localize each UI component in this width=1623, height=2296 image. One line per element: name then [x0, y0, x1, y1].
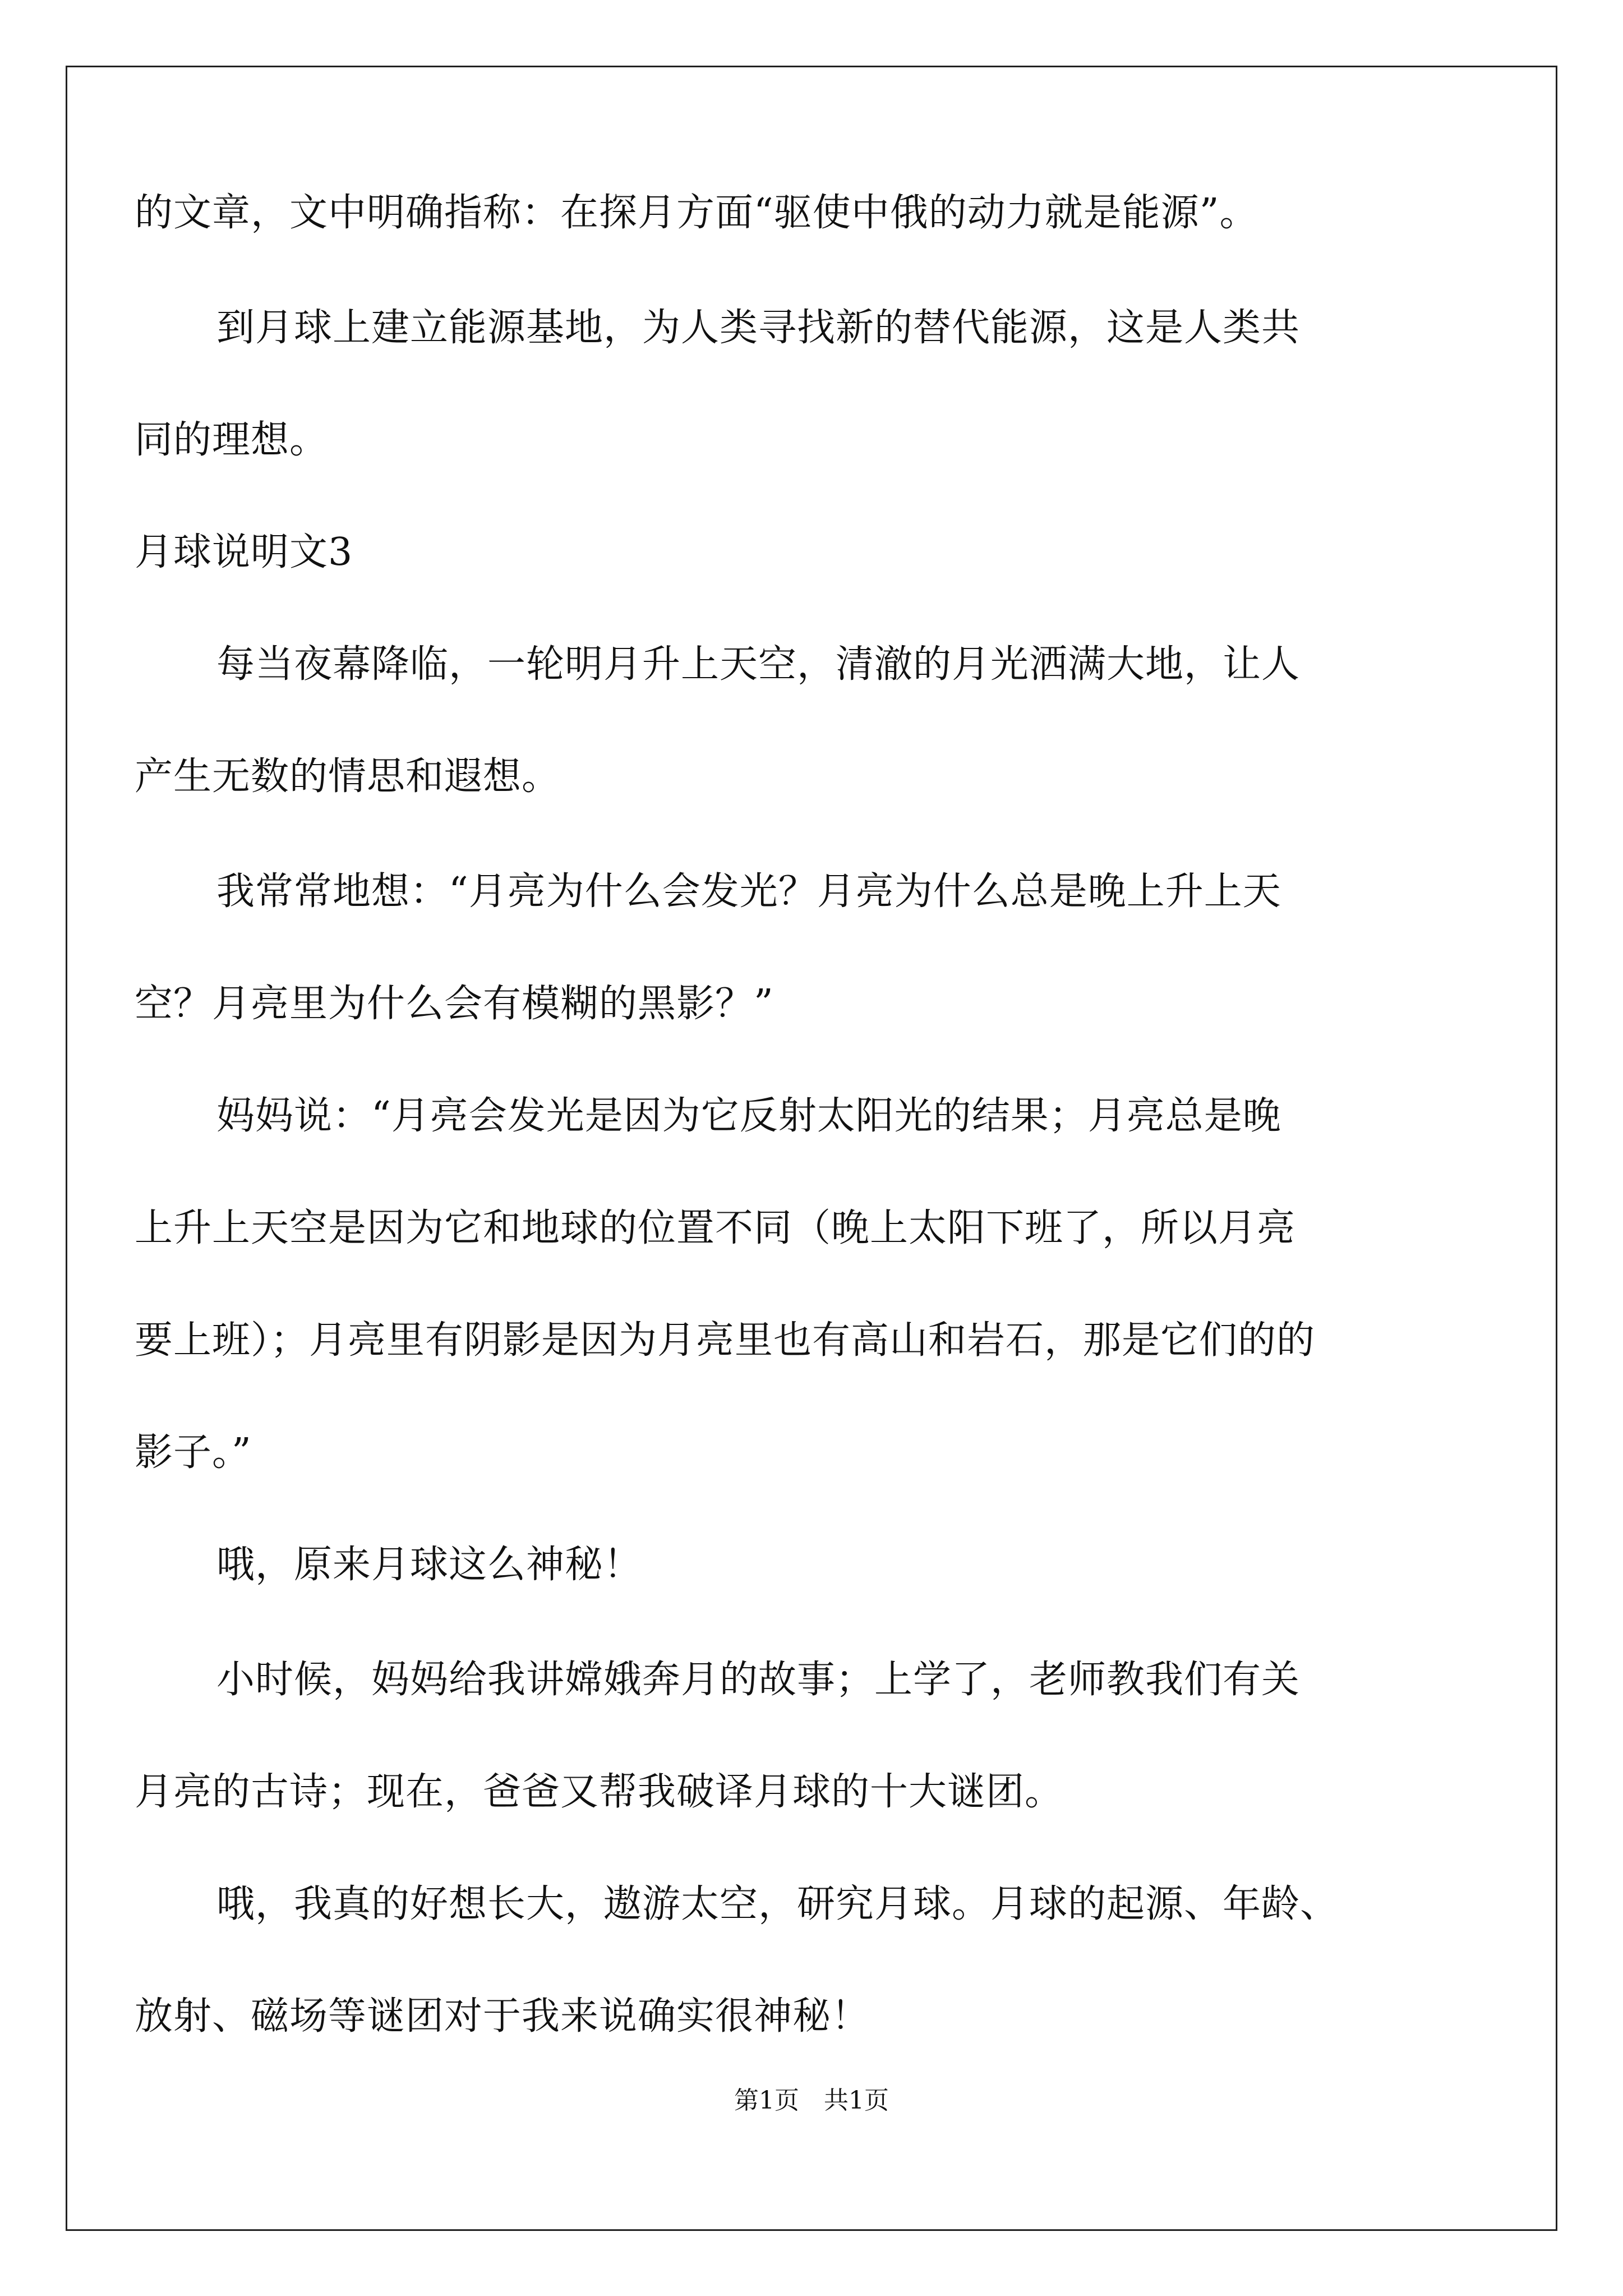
paragraph-line: 妈妈说：“月亮会发光是因为它反射太阳光的结果；月亮总是晚 [216, 1094, 1281, 1138]
body-line: 同的理想。 [135, 418, 329, 462]
paragraph-line: 每当夜幕降临，一轮明月升上天空，清澈的月光洒满大地，让人 [216, 642, 1301, 687]
paragraph-line: 小时候，妈妈给我讲嫦娥奔月的故事；上学了，老师教我们有关 [216, 1658, 1301, 1702]
body-line: 上升上天空是因为它和地球的位置不同（晚上太阳下班了，所以月亮 [135, 1206, 1296, 1250]
paragraph-line: 哦，原来月球这么神秘！ [216, 1543, 643, 1587]
page-footer: 第1页 共1页 [734, 2086, 889, 2115]
paragraph-line: 哦，我真的好想长大，遨游太空，研究月球。月球的起源、年龄、 [216, 1882, 1339, 1926]
body-line: 的文章，文中明确指称：在探月方面“驱使中俄的动力就是能源”。 [135, 191, 1258, 235]
body-line: 放射、磁场等谜团对于我来说确实很神秘！ [135, 1994, 870, 2039]
paragraph-line: 我常常地想：“月亮为什么会发光？月亮为什么总是晚上升上天 [216, 869, 1281, 914]
body-line: 空？月亮里为什么会有模糊的黑影？” [135, 982, 774, 1026]
body-line: 影子。” [135, 1430, 252, 1475]
section-heading: 月球说明文3 [135, 530, 353, 574]
body-line: 产生无数的情思和遐想。 [135, 754, 561, 799]
body-line: 要上班）；月亮里有阴影是因为月亮里也有高山和岩石，那是它们的的 [135, 1318, 1316, 1363]
paragraph-line: 到月球上建立能源基地，为人类寻找新的替代能源，这是人类共 [216, 306, 1301, 350]
body-line: 月亮的古诗；现在，爸爸又帮我破译月球的十大谜团。 [135, 1770, 1064, 1814]
